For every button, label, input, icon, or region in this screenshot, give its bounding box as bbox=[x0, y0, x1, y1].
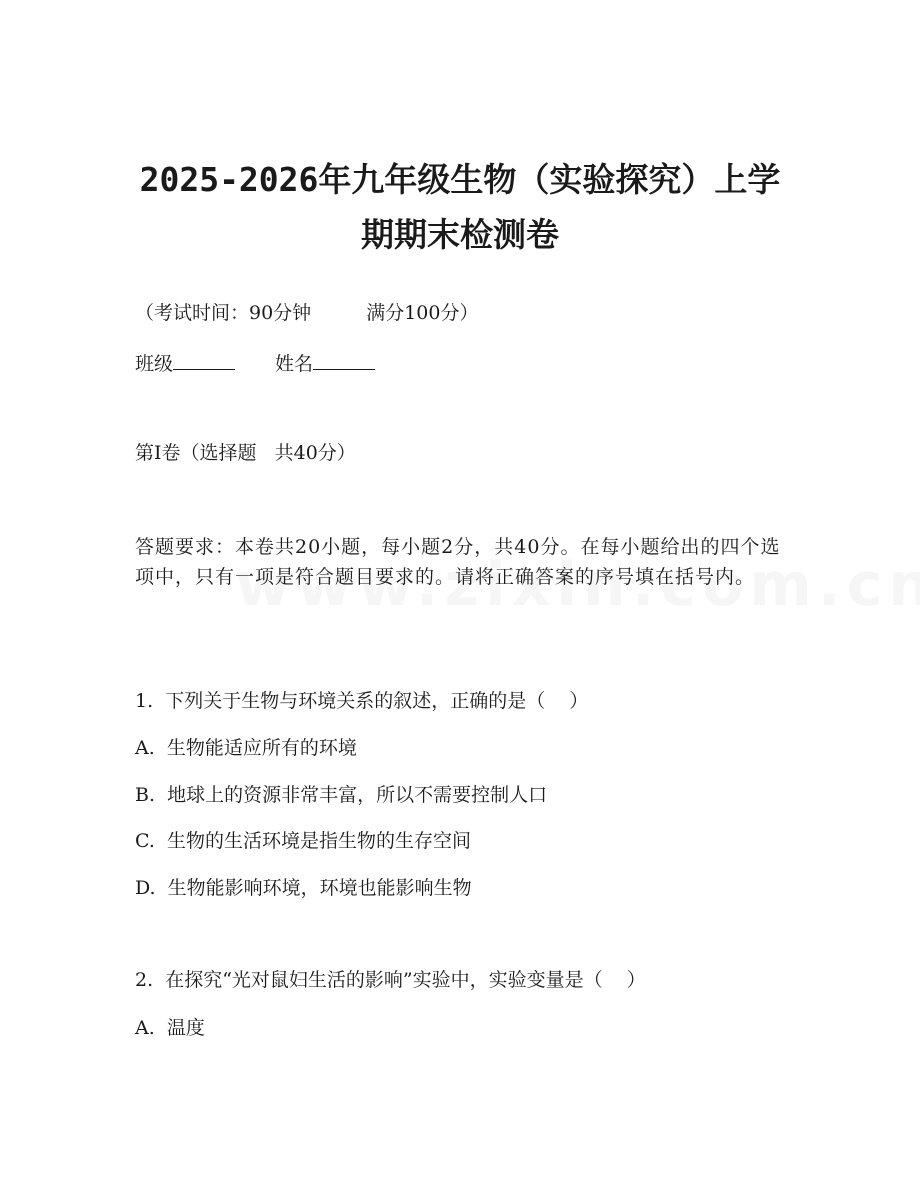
title-line-2: 期期末检测卷 bbox=[361, 215, 559, 254]
question-1-option-b: B. 地球上的资源非常丰富，所以不需要控制人口 bbox=[135, 784, 548, 806]
section-heading: 第I卷（选择题 共40分） bbox=[135, 442, 356, 464]
question-1-option-c: C. 生物的生活环境是指生物的生存空间 bbox=[135, 830, 471, 852]
question-2-stem: 2. 在探究“光对鼠妇生活的影响”实验中，实验变量是（ ） bbox=[135, 969, 646, 991]
exam-info bbox=[135, 301, 478, 325]
name-label: 姓名 bbox=[275, 353, 314, 375]
question-1-stem: 1. 下列关于生物与环境关系的叙述，正确的是（ ） bbox=[135, 690, 589, 712]
document-title bbox=[110, 152, 810, 262]
class-label: 班级 bbox=[135, 353, 174, 375]
name-blank[interactable] bbox=[313, 351, 375, 370]
exam-score: 满分100分） bbox=[366, 302, 479, 324]
title-line-1: 2025-2026年九年级生物（实验探究）上学 bbox=[139, 160, 781, 199]
exam-time: （考试时间：90分钟 bbox=[135, 302, 312, 324]
question-1-option-a: A. 生物能适应所有的环境 bbox=[135, 737, 357, 759]
class-blank[interactable] bbox=[173, 351, 235, 370]
section-instructions: 答题要求：本卷共20小题，每小题2分，共40分。在每小题给出的四个选项中，只有一项是符合题目要求的。请将正确答案的序号填在括号内。 bbox=[135, 536, 781, 588]
question-2-option-a: A. 温度 bbox=[135, 1017, 205, 1039]
question-1-option-d: D. 生物能影响环境，环境也能影响生物 bbox=[135, 877, 472, 899]
student-info bbox=[135, 351, 375, 376]
